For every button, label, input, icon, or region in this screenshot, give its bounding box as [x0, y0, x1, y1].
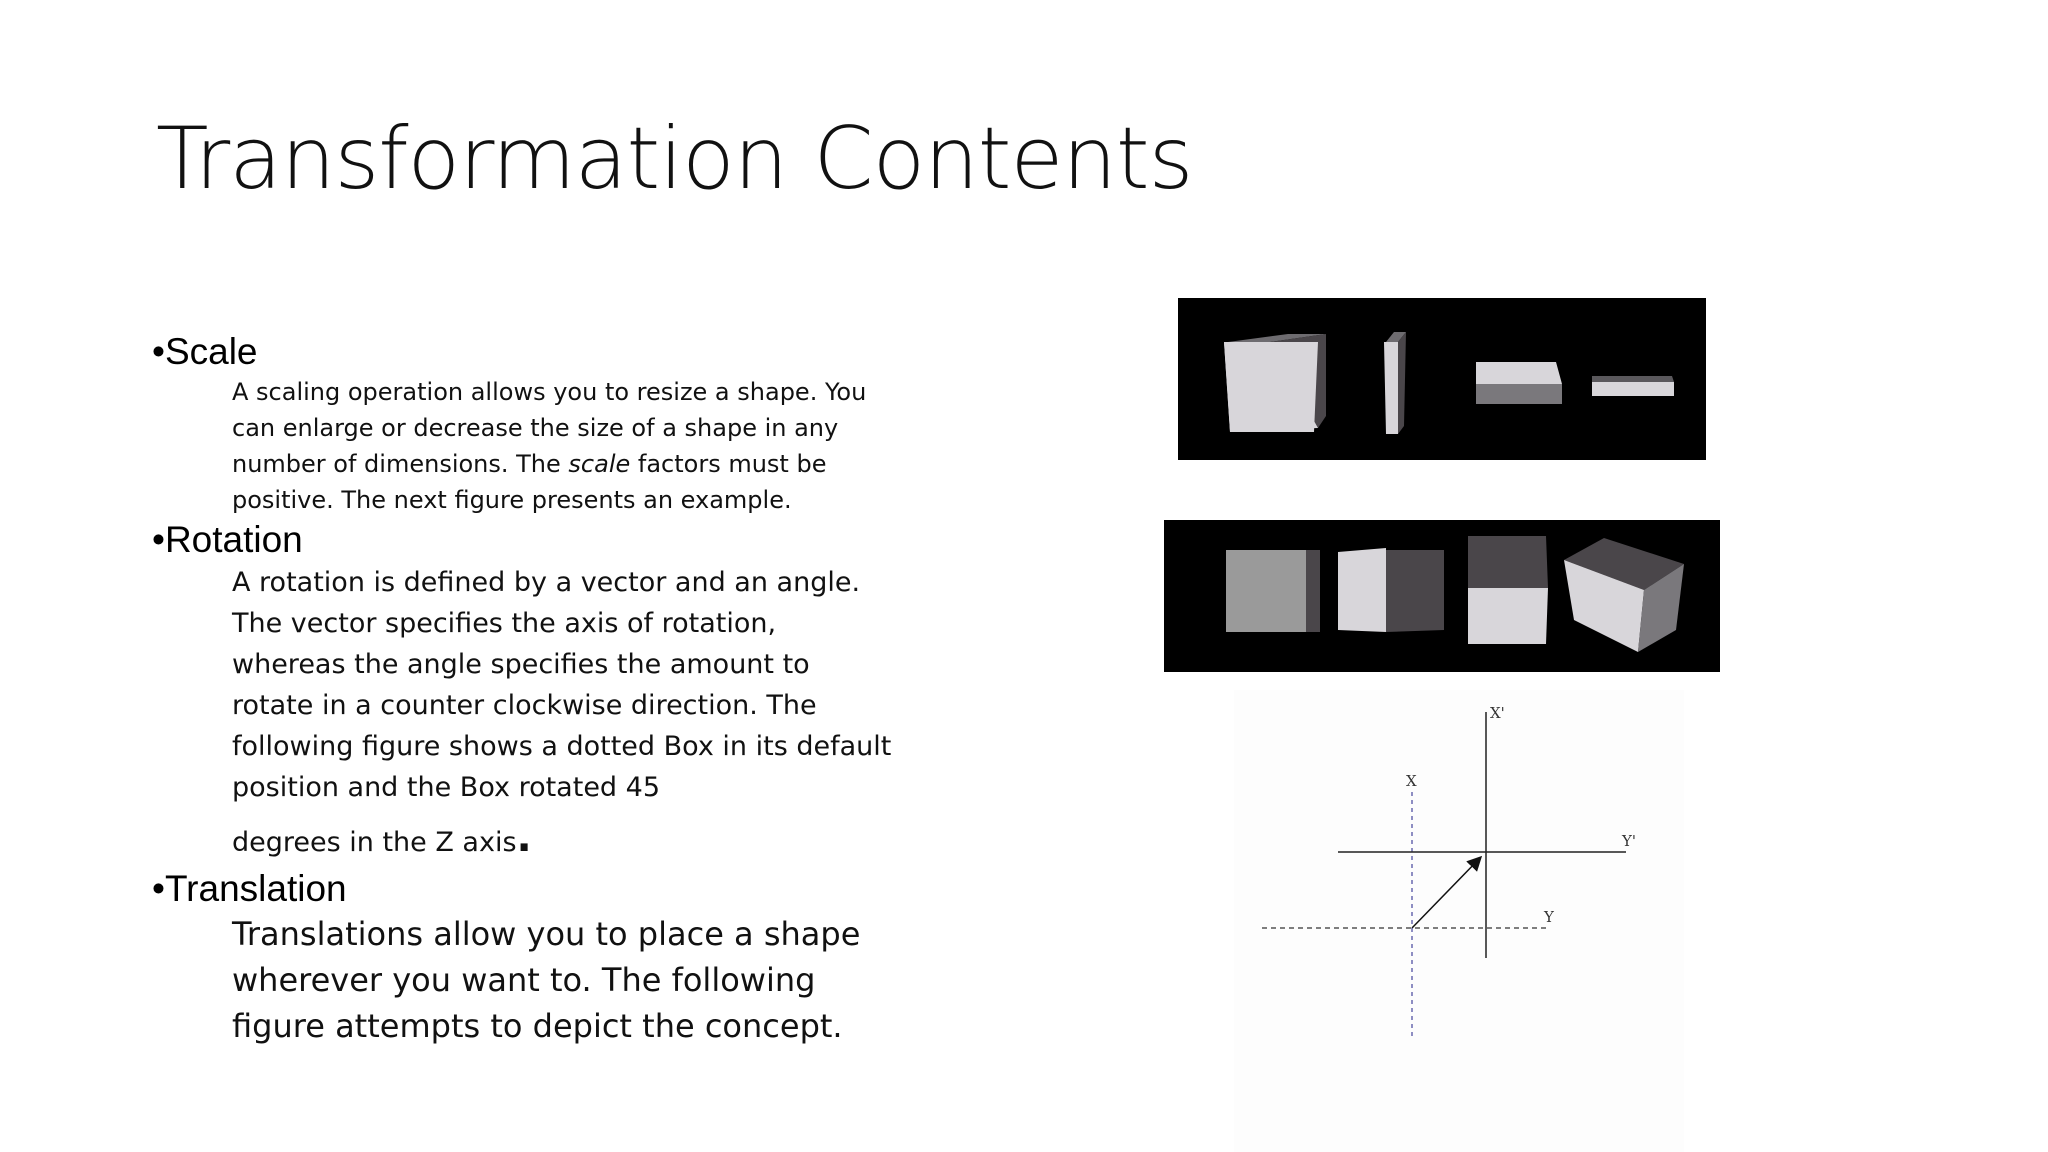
- rotation-paragraph: A rotation is defined by a vector and an angle. The vector specifies the axis of rotation, whereas the angle specifies the amount to rotate in a counter clockwise direction. The following figure shows a dotted Box in its default position and the Box rotated 45: [232, 567, 892, 803]
- scale-cube-3-top: [1476, 362, 1562, 384]
- translation-arrow: [1412, 858, 1480, 928]
- rotation-cube-1-front: [1226, 550, 1306, 632]
- scale-figure-svg: [1178, 298, 1706, 460]
- scale-emphasis: scale: [568, 450, 631, 478]
- scale-cube-2: [1384, 332, 1406, 434]
- scale-text-before: A scaling operation allows you to resize a shape. You can enlarge or decrease the size of a shape in any number of dimensions. The: [232, 378, 867, 478]
- scale-figure: [1178, 298, 1706, 460]
- scale-cube-3-front: [1476, 384, 1562, 404]
- rotation-cube-3-top: [1468, 536, 1548, 588]
- translation-heading: •Translation: [152, 868, 347, 909]
- scale-cube-4: [1592, 376, 1674, 396]
- scale-cube-3: [1476, 362, 1562, 404]
- translation-paragraph: Translations allow you to place a shape wherever you want to. The following figure attempts to depict the concept.: [232, 915, 861, 1045]
- scale-heading: •Scale: [152, 331, 258, 372]
- scale-cube-1: [1224, 334, 1326, 432]
- rotation-cube-1-side: [1306, 550, 1320, 632]
- x-prime-label: X': [1490, 704, 1505, 722]
- body-text: [152, 330, 912, 1049]
- y-prime-label: Y': [1622, 832, 1637, 850]
- scale-cube-4-front: [1592, 382, 1674, 396]
- rotation-cube-3: [1468, 536, 1548, 644]
- rotation-figure: [1164, 520, 1720, 672]
- y-label: Y: [1544, 908, 1554, 926]
- scale-cube-2-side: [1398, 332, 1406, 434]
- slide-title: Transformation Contents: [156, 109, 1193, 209]
- scale-cube-1-face: [1224, 342, 1318, 432]
- rotation-text-end: degrees in the Z axis: [232, 827, 517, 858]
- translation-figure-svg: [1234, 690, 1684, 1152]
- rotation-figure-svg: [1164, 520, 1720, 672]
- rotation-cube-2-left: [1338, 548, 1386, 632]
- translation-figure: [1234, 690, 1684, 1152]
- rotation-text-end-punct: .: [516, 815, 532, 861]
- rotation-cube-2-right: [1386, 550, 1444, 632]
- x-label: X: [1406, 772, 1417, 790]
- scale-cube-2-front: [1384, 342, 1398, 434]
- rotation-cube-2: [1338, 548, 1444, 632]
- rotation-cube-1: [1226, 550, 1320, 632]
- scale-cube-4-top: [1592, 376, 1674, 382]
- rotation-paragraph-end: [232, 814, 912, 867]
- rotation-cube-4: [1564, 538, 1684, 652]
- scale-paragraph: [232, 374, 892, 518]
- rotation-cube-3-front: [1468, 588, 1548, 644]
- rotation-heading: •Rotation: [152, 519, 303, 560]
- scale-text-after: factors must be positive. The next figure presents an example.: [232, 450, 827, 514]
